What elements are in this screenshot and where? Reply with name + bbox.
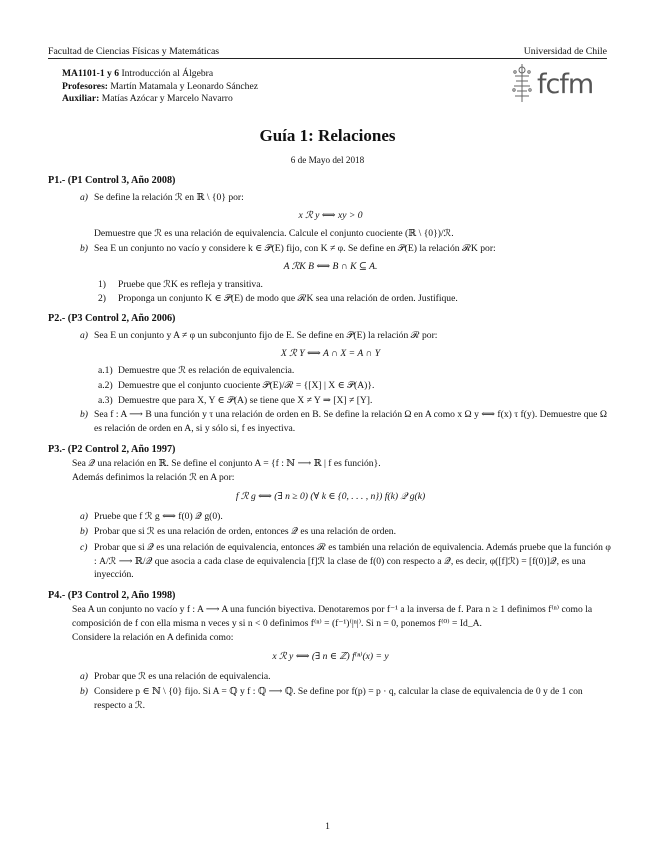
item-text: Sea E un conjunto no vacío y considere k ∈ 𝒫(E) fijo, con K ≠ φ. Se define en 𝒫(E) la relación ℛK por: [94, 243, 496, 255]
item-text: Probar que ℛ es una relación de equivalencia. [94, 670, 271, 682]
logo-text: fcfm [537, 69, 594, 100]
problem-3-part-a [48, 510, 613, 524]
item-label: b) [80, 409, 88, 421]
problem-4-part-b [48, 685, 613, 712]
sub-text: Demuestre que el conjunto cuociente 𝒫(E)/ℛ = {[X] | X ∈ 𝒫(A)}. [118, 380, 375, 392]
professors-names: Martín Matamala y Leonardo Sánchez [110, 80, 258, 92]
problem-3-part-c [48, 541, 613, 582]
item-text: Demuestre que ℛ es una relación de equivalencia. Calcule el conjunto cuociente (ℝ \ {0})/ℛ. [94, 227, 454, 239]
auxiliares-label: Auxiliar: [62, 93, 100, 105]
equation: X ℛ Y ⟺ A ∩ X = A ∩ Y [280, 347, 381, 359]
sub-label: a.2) [98, 380, 113, 392]
problem-1-part-b-2 [48, 292, 613, 306]
item-text: Se define la relación ℛ en ℝ \ {0} por: [94, 192, 244, 204]
document-date: 6 de Mayo del 2018 [290, 155, 365, 165]
item-text: Pruebe que f ℛ g ⟺ f(0) 𝒬 g(0). [94, 510, 223, 522]
item-text: Probar que si ℛ es una relación de orden, entonces 𝒬 es una relación de orden. [94, 526, 396, 538]
problem-2-part-a-3 [48, 394, 613, 408]
item-label: b) [80, 243, 88, 255]
item-label: a) [80, 510, 88, 522]
course-code: MA1101-1 y 6 [62, 68, 120, 79]
problem-1-heading: P1.- (P1 Control 3, Año 2008) [48, 175, 176, 186]
equation: A ℛK B ⟺ B ∩ K ⊆ A. [283, 260, 378, 272]
document-body [48, 174, 613, 715]
professors-label: Profesores: [62, 80, 108, 92]
problem-4-intro-2: Considere la relación en A definida como: [72, 631, 234, 643]
page-number: 1 [325, 821, 330, 832]
problem-2-heading: P2.- (P3 Control 2, Año 2006) [48, 312, 176, 324]
course-name: Introducción al Álgebra [121, 68, 214, 79]
problem-3-intro-1: Sea 𝒬 una relación en ℝ. Se define el conjunto A = {f : ℕ ⟶ ℝ | f es función}. [72, 457, 381, 469]
sub-text: Proponga un conjunto K ∈ 𝒫(E) de modo que ℛK sea una relación de orden. Justifique. [118, 293, 458, 305]
auxiliares-line [62, 93, 282, 106]
course-line [62, 68, 282, 81]
equation: f ℛ g ⟺ (∃ n ≥ 0) (∀ k ∈ {0, . . . , n}) f(k) 𝒬 g(k) [235, 491, 426, 503]
header-university: Universidad de Chile [523, 46, 607, 57]
sub-label: 1) [98, 278, 106, 290]
sub-label: a.1) [98, 365, 113, 377]
problem-1-part-a [48, 191, 613, 205]
sub-text: Demuestre que ℛ es relación de equivalencia. [118, 365, 295, 377]
item-text: Considere p ∈ ℕ \ {0} fijo. Si A = ℚ y f : ℚ ⟶ ℚ. Se define por f(p) = p · q, calcular la clase de equivalencia de 0 y de 1 con respecto a ℛ. [94, 686, 583, 711]
item-text: Probar que si 𝒬 es una relación de equivalencia, entonces ℛ es también una relación de equivalencia. Además pruebe que la función φ : A/ℛ ⟶ ℝ/𝒬 que asocia a cada clase de equivalencia [f]ℛ la clase de f(0) con respecto a 𝒬, es decir, φ([f]ℛ) = [f(0)]𝒬, es una inyección. [94, 542, 611, 581]
auxiliares-names: Matías Azócar y Marcelo Navarro [101, 93, 233, 105]
item-label: c) [80, 542, 88, 554]
problem-3-part-b [48, 525, 613, 539]
problem-1-part-b-1 [48, 278, 613, 292]
sub-text: Demuestre que para X, Y ∈ 𝒫(A) se tiene que X ≠ Y ⇒ [X] ≠ [Y]. [118, 394, 373, 406]
course-info [62, 68, 282, 106]
fcfm-logo [511, 62, 595, 104]
problem-1-part-b [48, 242, 613, 256]
item-text: Sea E un conjunto y A ≠ φ un subconjunto fijo de E. Se define en 𝒫(E) la relación ℛ por: [94, 330, 438, 342]
sub-label: 2) [98, 293, 106, 305]
item-label: a) [80, 192, 88, 204]
document-title: Guía 1: Relaciones [259, 126, 396, 145]
problem-3-intro-2: Además definimos la relación ℛ en A por: [72, 471, 235, 483]
professors-line [62, 81, 282, 94]
equation: x ℛ y ⟺ (∃ n ∈ ℤ) f⁽ⁿ⁾(x) = y [272, 651, 389, 663]
problem-4-part-a [48, 670, 613, 684]
item-label: b) [80, 686, 88, 698]
problem-2-part-a-1 [48, 364, 613, 378]
problem-2-part-a-2 [48, 379, 613, 393]
problem-2-part-b [48, 408, 613, 435]
item-label: b) [80, 526, 88, 538]
equation: x ℛ y ⟺ xy > 0 [298, 210, 363, 222]
item-label: a) [80, 670, 88, 682]
header-rule [48, 58, 607, 59]
problem-2-part-a [48, 329, 613, 343]
problem-1-part-a-cont [48, 227, 613, 241]
header-faculty: Facultad de Ciencias Físicas y Matemáticas [48, 46, 220, 57]
sub-label: a.3) [98, 394, 113, 406]
item-text: Sea f : A ⟶ B una función y τ una relación de orden en B. Se define la relación Ω en A como x Ω y ⟺ f(x) τ f(y). Demuestre que Ω es relación de orden en A, si y sólo si, f es inyectiva. [94, 409, 607, 434]
problem-3-heading: P3.- (P2 Control 2, Año 1997) [48, 443, 176, 455]
item-label: a) [80, 330, 88, 342]
sub-text: Pruebe que ℛK es refleja y transitiva. [118, 278, 263, 290]
problem-4-intro-1: Sea A un conjunto no vacío y f : A ⟶ A una función biyectiva. Denotaremos por f⁻¹ a la inversa de f. Para n ≥ 1 definimos f⁽ⁿ⁾ como la composición de f con ella misma n veces y si n < 0 definimos f⁽ⁿ⁾ = (f⁻¹)⁽|ⁿ|⁾. Si n = 0, ponemos f⁽⁰⁾ = Id_A. [72, 604, 593, 629]
problem-4-heading: P4.- (P3 Control 2, Año 1998) [48, 589, 176, 601]
university-crest-icon [511, 62, 533, 104]
